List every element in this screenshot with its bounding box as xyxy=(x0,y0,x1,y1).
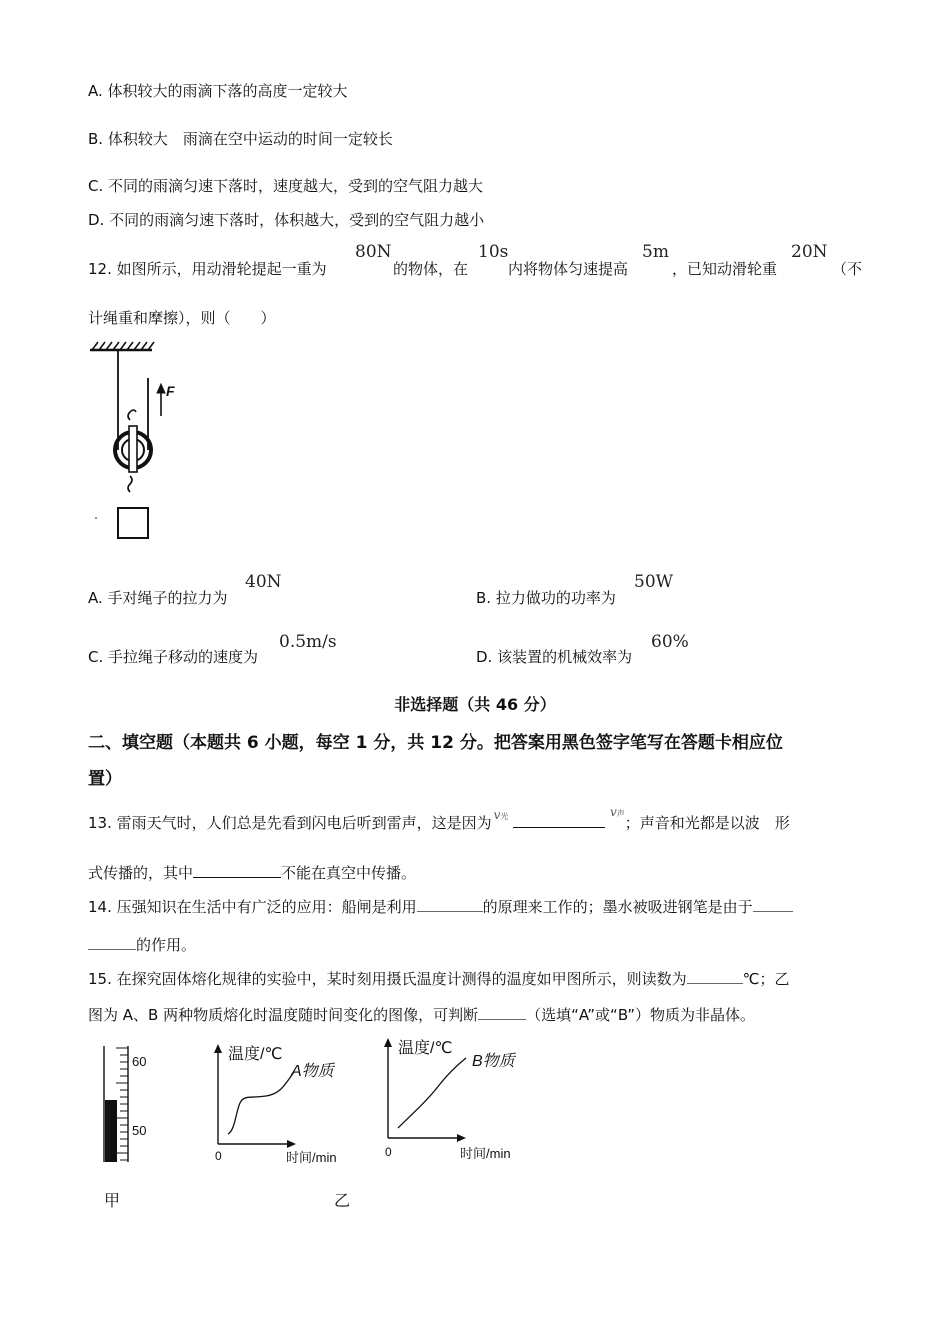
graph-a-series-label: A物质 xyxy=(291,1063,334,1080)
q12-text-4: ，已知动滑轮重 xyxy=(672,260,778,278)
question-15-line1 xyxy=(88,968,790,989)
v-light-symbol: v xyxy=(493,808,501,822)
question-13-line2 xyxy=(88,862,416,883)
option-11-a: A. 体积较大的雨滴下落的高度一定较大 xyxy=(88,82,348,100)
q12-text-5: （不 xyxy=(832,260,863,278)
graph-a xyxy=(206,1040,356,1170)
q12-text-2: 的物体，在 xyxy=(393,260,469,278)
thermo-50-label: 50 xyxy=(132,1123,147,1138)
force-label: F xyxy=(166,383,175,399)
mercury-column xyxy=(105,1100,117,1162)
fill-heading-line2: 置） xyxy=(88,769,122,789)
q12-height: 5m xyxy=(642,242,669,262)
force-arrow xyxy=(157,384,165,416)
q12-option-c: C. 手拉绳子移动的速度为 xyxy=(88,648,259,666)
graph-b-series-label: B物质 xyxy=(472,1053,515,1070)
q15-text-1: 15. 在探究固体熔化规律的实验中，某时刻用摄氏温度计测得的温度如甲图所示，则读数为 xyxy=(88,970,687,988)
graph-a-ylabel: 温度/℃ xyxy=(228,1046,283,1063)
q13-text-3: 式传播的，其中 xyxy=(88,864,194,882)
label-jia: 甲 xyxy=(104,1191,121,1210)
q14-text-1: 14. 压强知识在生活中有广泛的应用：船闸是利用 xyxy=(88,898,417,916)
q12-option-a-value: 40N xyxy=(245,572,282,592)
option-11-b: B. 体积较大 雨滴在空中运动的时间一定较长 xyxy=(88,130,393,148)
v-sound-subscript: 声 xyxy=(616,809,625,818)
question-13-line1 xyxy=(88,805,790,833)
q12-option-a: A. 手对绳子的拉力为 xyxy=(88,589,228,607)
q14-text-3: 的作用。 xyxy=(136,936,197,954)
load-block xyxy=(118,508,148,538)
q12-option-d: D. 该装置的机械效率为 xyxy=(476,648,633,666)
q12-option-c-value: 0.5m/s xyxy=(279,632,337,652)
q13-blank-1[interactable] xyxy=(513,827,605,828)
q13-text-2: ；声音和光都是以波 形 xyxy=(624,814,790,832)
q15-blank-1[interactable] xyxy=(687,983,743,984)
graph-a-curve xyxy=(228,1072,294,1134)
option-11-d: D. 不同的雨滴匀速下落时，体积越大，受到的空气阻力越小 xyxy=(88,211,485,229)
q14-blank-2a[interactable] xyxy=(753,911,793,912)
pulley-diagram xyxy=(86,338,175,548)
movable-pulley xyxy=(115,410,151,492)
v-light-subscript: 光 xyxy=(500,812,509,821)
q13-text-1: 13. 雷雨天气时，人们总是先看到闪电后听到雷声，这是因为 xyxy=(88,814,492,832)
thermo-60-label: 60 xyxy=(132,1054,147,1069)
section-title: 非选择题（共 46 分） xyxy=(394,695,556,714)
question-14-line1 xyxy=(88,896,793,917)
q15-text-4: （选填“A”或“B”）物质为非晶体。 xyxy=(526,1006,756,1024)
question-15-line2 xyxy=(88,1004,755,1025)
graph-b-xlabel: 时间/min xyxy=(460,1146,511,1161)
q14-text-2: 的原理来工作的；墨水被吸进钢笔是由于 xyxy=(482,898,753,916)
ceiling-hatch xyxy=(90,342,154,350)
label-yi: 乙 xyxy=(334,1191,351,1210)
q12-weight: 80N xyxy=(355,242,392,262)
q12-text-line2: 计绳重和摩擦），则（ ） xyxy=(88,309,276,327)
q15-text-2: ℃；乙 xyxy=(742,970,790,988)
q15-blank-2[interactable] xyxy=(478,1019,526,1020)
graph-b-origin: 0 xyxy=(385,1145,392,1159)
graph-a-xlabel: 时间/min xyxy=(286,1150,337,1165)
q12-pulley-weight: 20N xyxy=(791,242,828,262)
q12-option-b: B. 拉力做功的功率为 xyxy=(476,589,616,607)
q12-option-d-value: 60% xyxy=(651,632,689,652)
thermometer-figure xyxy=(88,1042,168,1172)
q14-blank-1[interactable] xyxy=(417,911,483,912)
q12-option-b-value: 50W xyxy=(634,572,674,592)
graph-b-ylabel: 温度/℃ xyxy=(398,1040,453,1057)
q14-blank-2b[interactable] xyxy=(88,949,136,950)
v-sound-symbol: v xyxy=(609,805,617,819)
graph-b-curve xyxy=(398,1058,466,1128)
q13-blank-2[interactable] xyxy=(193,877,281,878)
fill-heading-line1: 二、填空题（本题共 6 小题，每空 1 分，共 12 分。把答案用黑色签字笔写在答题卡相应位 xyxy=(88,733,783,753)
q12-time: 10s xyxy=(478,242,509,262)
graph-a-origin: 0 xyxy=(215,1149,222,1163)
graph-b xyxy=(376,1034,526,1164)
q12-text-3: 内将物体匀速提高 xyxy=(508,260,629,278)
q12-text-1: 12. 如图所示，用动滑轮提起一重为 xyxy=(88,260,327,278)
question-14-line2 xyxy=(88,934,196,955)
q13-text-4: 不能在真空中传播。 xyxy=(281,864,417,882)
q15-text-3: 图为 A、B 两种物质熔化时温度随时间变化的图像，可判断 xyxy=(88,1006,479,1024)
option-11-c: C. 不同的雨滴匀速下落时，速度越大，受到的空气阻力越大 xyxy=(88,177,484,195)
